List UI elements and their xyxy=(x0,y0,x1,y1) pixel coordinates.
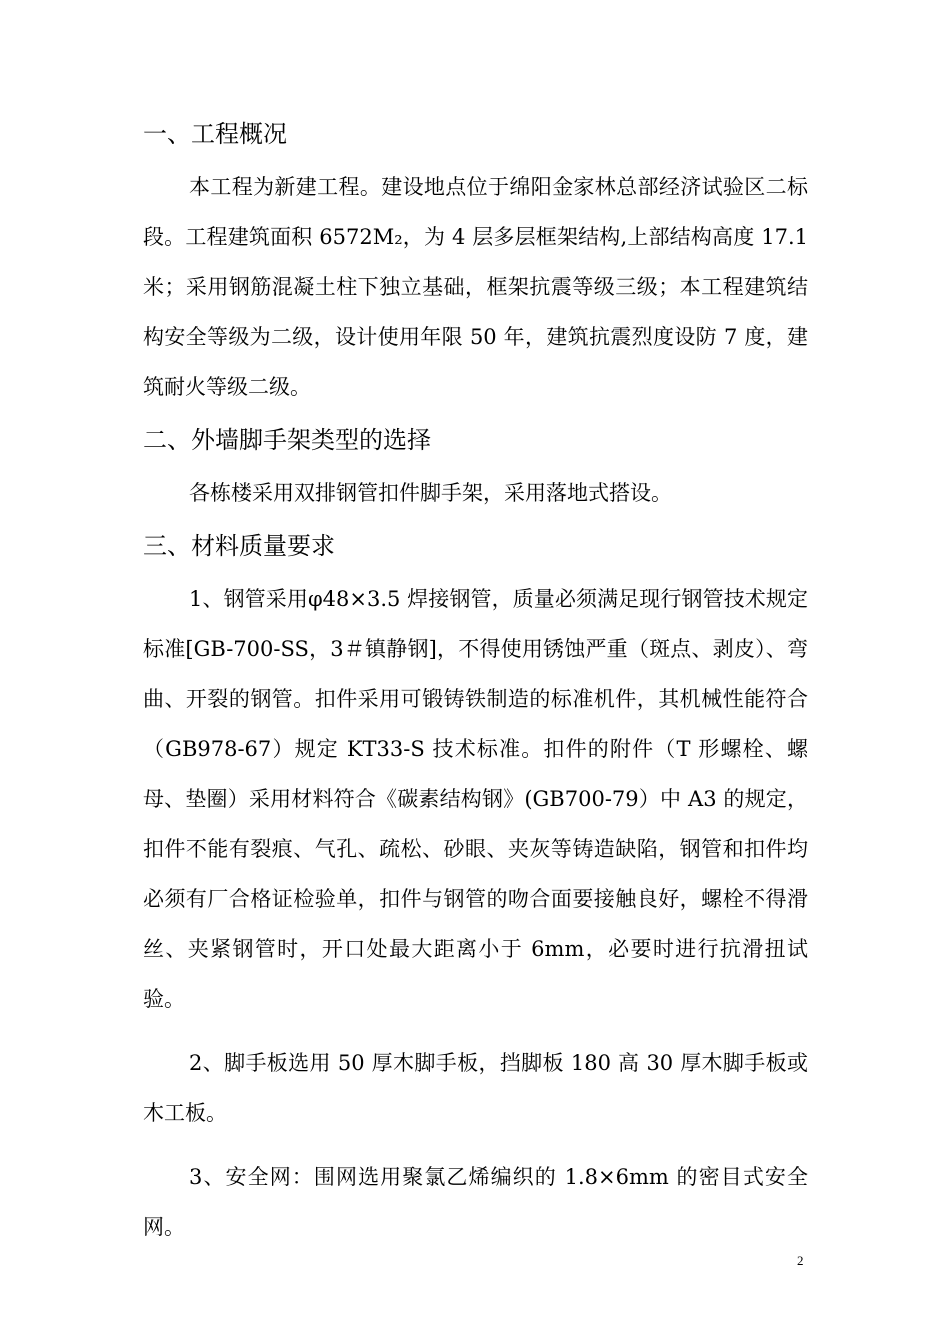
document-body xyxy=(143,112,808,1252)
paragraph-safety-net: 3、安全网：围网选用聚氯乙烯编织的 1.8×6mm 的密目式安全网。 xyxy=(143,1165,808,1239)
section-heading-scaffold-type: 二、外墙脚手架类型的选择 xyxy=(143,426,431,454)
paragraph-scaffold-board: 2、脚手板选用 50 厚木脚手板，挡脚板 180 高 30 厚木脚手板或木工板。 xyxy=(143,1051,808,1125)
paragraph-scaffold-type: 各栋楼采用双排钢管扣件脚手架，采用落地式搭设。 xyxy=(189,481,672,505)
section-heading-overview: 一、工程概况 xyxy=(143,120,287,148)
paragraph-steel-pipe: 1、钢管采用φ48×3.5 焊接钢管，质量必须满足现行钢管技术规定标准[GB-700-SS，3＃镇静钢]，不得使用锈蚀严重（斑点、剥皮）、弯曲、开裂的钢管。扣件采用可锻铸铁制造的标准机件，其机械性能符合（GB978-67）规定 KT33-S 技术标准。扣件的附件（T 形螺栓、螺母、垫圈）采用材料符合《碳素结构钢》(GB700-79）中 A3 的规定，扣件不能有裂痕、气孔、疏松、砂眼、夹灰等铸造缺陷，钢管和扣件均必须有厂合格证检验单，扣件与钢管的吻合面要接触良好，螺栓不得滑丝、夹紧钢管时，开口处最大距离小于 6mm，必要时进行抗滑扭试验。 xyxy=(143,587,808,1011)
paragraph-overview: 本工程为新建工程。建设地点位于绵阳金家林总部经济试验区二标段。工程建筑面积 6572M₂，为 4 层多层框架结构,上部结构高度 17.1 米；采用钢筋混凝土柱下独立基础，框架抗震等级三级；本工程建筑结构安全等级为二级，设计使用年限 50 年，建筑抗震烈度设防 7 度，建筑耐火等级二级。 xyxy=(143,175,808,399)
page-number: 2 xyxy=(797,1253,804,1268)
section-heading-material-quality: 三、材料质量要求 xyxy=(143,532,335,560)
